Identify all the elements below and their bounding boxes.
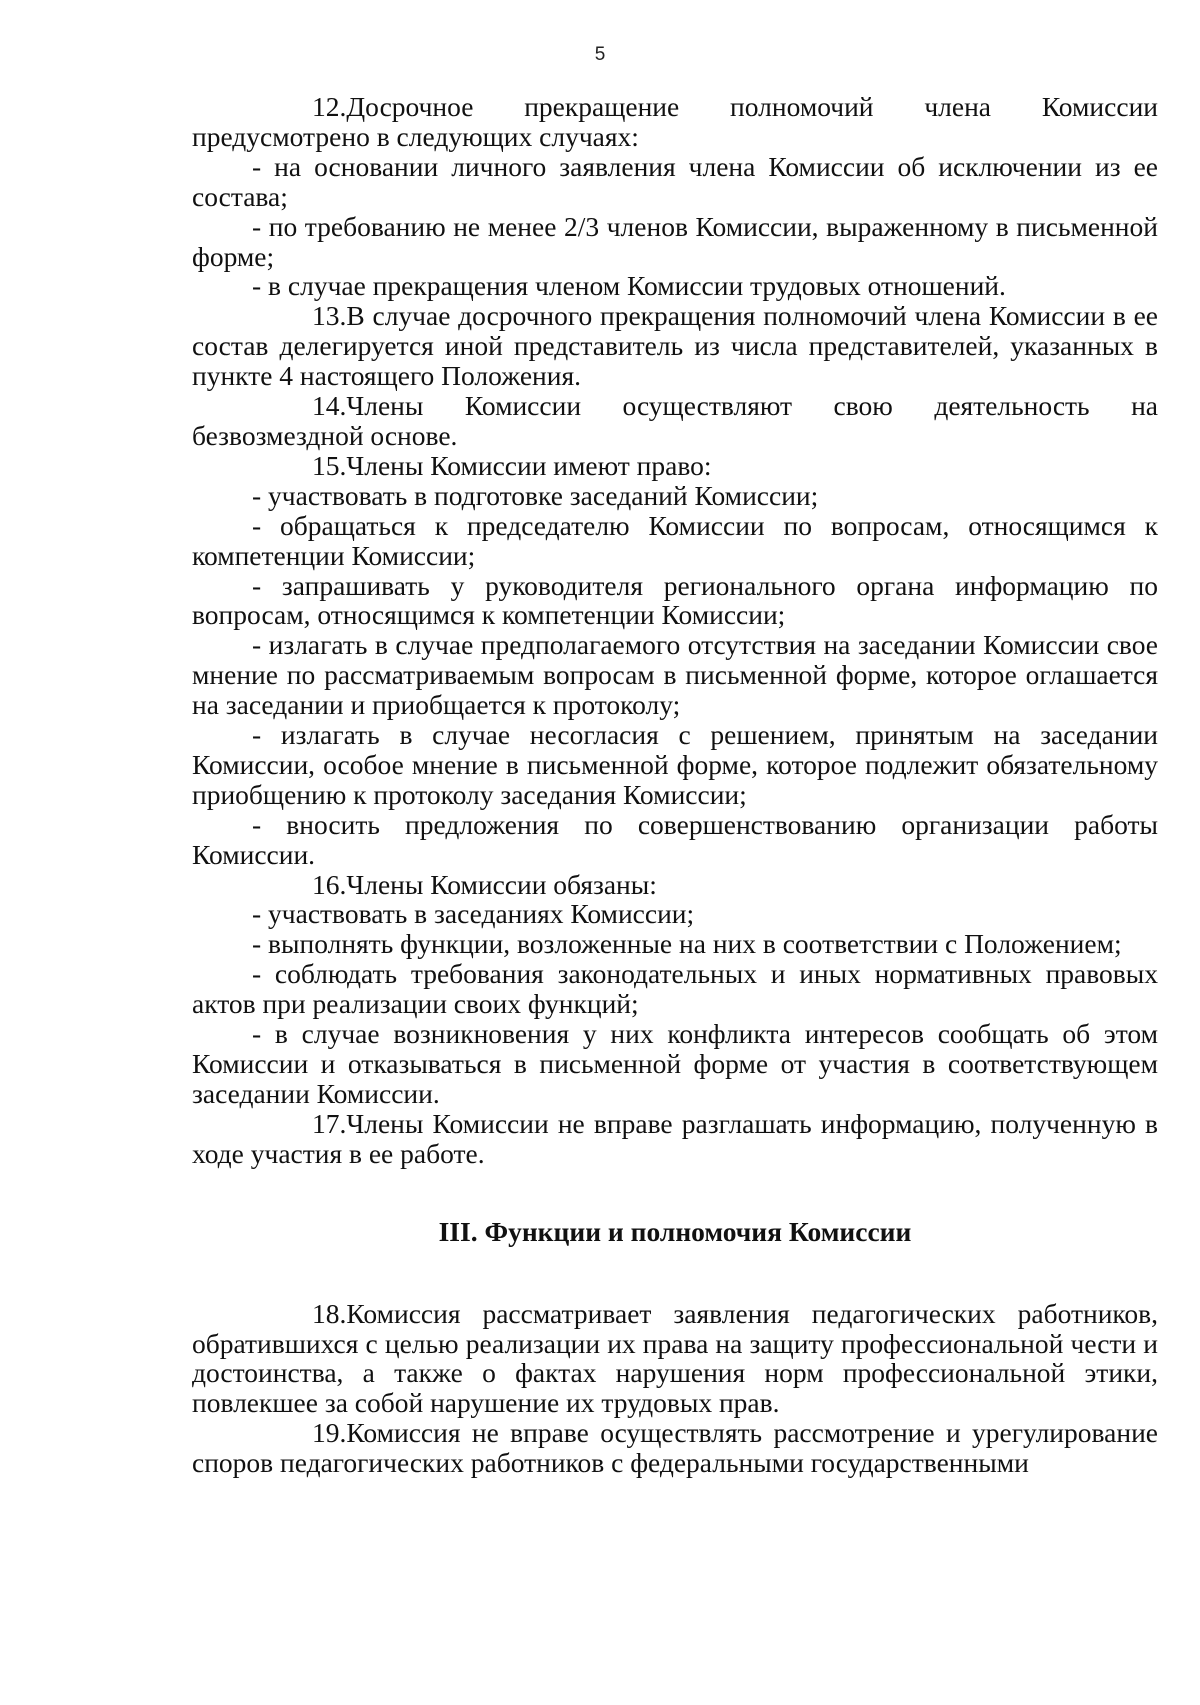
- clause-text: Члены Комиссии осуществляют свою деятельность на безвозмездной основе.: [192, 390, 1158, 451]
- list-item: - излагать в случае предполагаемого отсутствия на заседании Комиссии свое мнение по рассматриваемым вопросам в письменной форме, которое оглашается на заседании и приобщается к протоколу;: [192, 629, 1158, 721]
- section-iii-clauses: [192, 1299, 1158, 1478]
- clause-text: В случае досрочного прекращения полномочий члена Комиссии в ее состав делегируется иной представитель из числа представителей, указанных в пункте 4 настоящего Положения.: [192, 300, 1158, 392]
- list-item: - по требованию не менее 2/3 членов Комиссии, выраженному в письменной форме;: [192, 210, 1158, 272]
- section-heading: III. Функции и полномочия Комиссии: [438, 1215, 912, 1247]
- section-ii-clauses: [192, 92, 1158, 1169]
- list-item: - обращаться к председателю Комиссии по вопросам, относящимся к компетенции Комиссии;: [192, 509, 1158, 571]
- clause-text: Члены Комиссии не вправе разглашать информацию, полученную в ходе участия в ее работе.: [192, 1107, 1158, 1169]
- clause-number: 17.: [312, 1107, 347, 1139]
- list-item: - выполнять функции, возложенные на них в соответствии с Положением;: [252, 928, 1122, 960]
- list-item: - участвовать в подготовке заседаний Комиссии;: [252, 479, 819, 511]
- clause-number: 15.: [312, 449, 347, 481]
- numbered-clause: [192, 451, 1158, 481]
- clause-number: 18.: [312, 1297, 347, 1329]
- list-item: - в случае возникновения у них конфликта интересов сообщать об этом Комиссии и отказываться в письменной форме от участия в соответствующем заседании Комиссии.: [192, 1018, 1158, 1109]
- document-body: [192, 92, 1158, 1478]
- list-item: - участвовать в заседаниях Комиссии;: [252, 898, 695, 930]
- clause-text: Досрочное прекращение полномочий члена Комиссии предусмотрено в следующих случаях:: [192, 91, 1158, 152]
- clause-text: Члены Комиссии имеют право:: [346, 449, 712, 481]
- clause-number: 13.: [312, 300, 347, 332]
- numbered-clause: [192, 301, 1158, 391]
- page-number: 5: [594, 44, 606, 65]
- clause-text: Комиссия рассматривает заявления педагогических работников, обратившихся с целью реализации их права на защиту профессиональной чести и достоинства, а также о фактах нарушения норм профессиональной этики, повлекшее за собой нарушение их трудовых прав.: [192, 1297, 1158, 1419]
- list-item: - излагать в случае несогласия с решением, принятым на заседании Комиссии, особое мнение в письменной форме, которое подлежит обязательному приобщению к протоколу заседания Комиссии;: [192, 719, 1158, 810]
- clause-text: Члены Комиссии обязаны:: [346, 868, 657, 900]
- list-item: - вносить предложения по совершенствованию организации работы Комиссии.: [192, 808, 1158, 870]
- numbered-clause: [192, 391, 1158, 451]
- numbered-clause: [192, 92, 1158, 152]
- numbered-clause: [192, 1418, 1158, 1478]
- clause-number: 19.: [312, 1417, 347, 1449]
- clause-text: Комиссия не вправе осуществлять рассмотрение и урегулирование споров педагогических работников с федеральными государственными: [192, 1417, 1158, 1479]
- list-item: - в случае прекращения членом Комиссии трудовых отношений.: [252, 270, 1006, 302]
- numbered-clause: [192, 870, 1158, 900]
- clause-number: 16.: [312, 868, 347, 900]
- numbered-clause: [192, 1109, 1158, 1169]
- list-item: - на основании личного заявления члена Комиссии об исключении из ее состава;: [192, 150, 1158, 212]
- numbered-clause: [192, 1299, 1158, 1419]
- clause-number: 14.: [312, 390, 347, 422]
- clause-number: 12.: [312, 91, 347, 122]
- list-item: - запрашивать у руководителя регионального органа информацию по вопросам, относящимся к компетенции Комиссии;: [192, 569, 1158, 631]
- list-item: - соблюдать требования законодательных и иных нормативных правовых актов при реализации своих функций;: [192, 958, 1158, 1020]
